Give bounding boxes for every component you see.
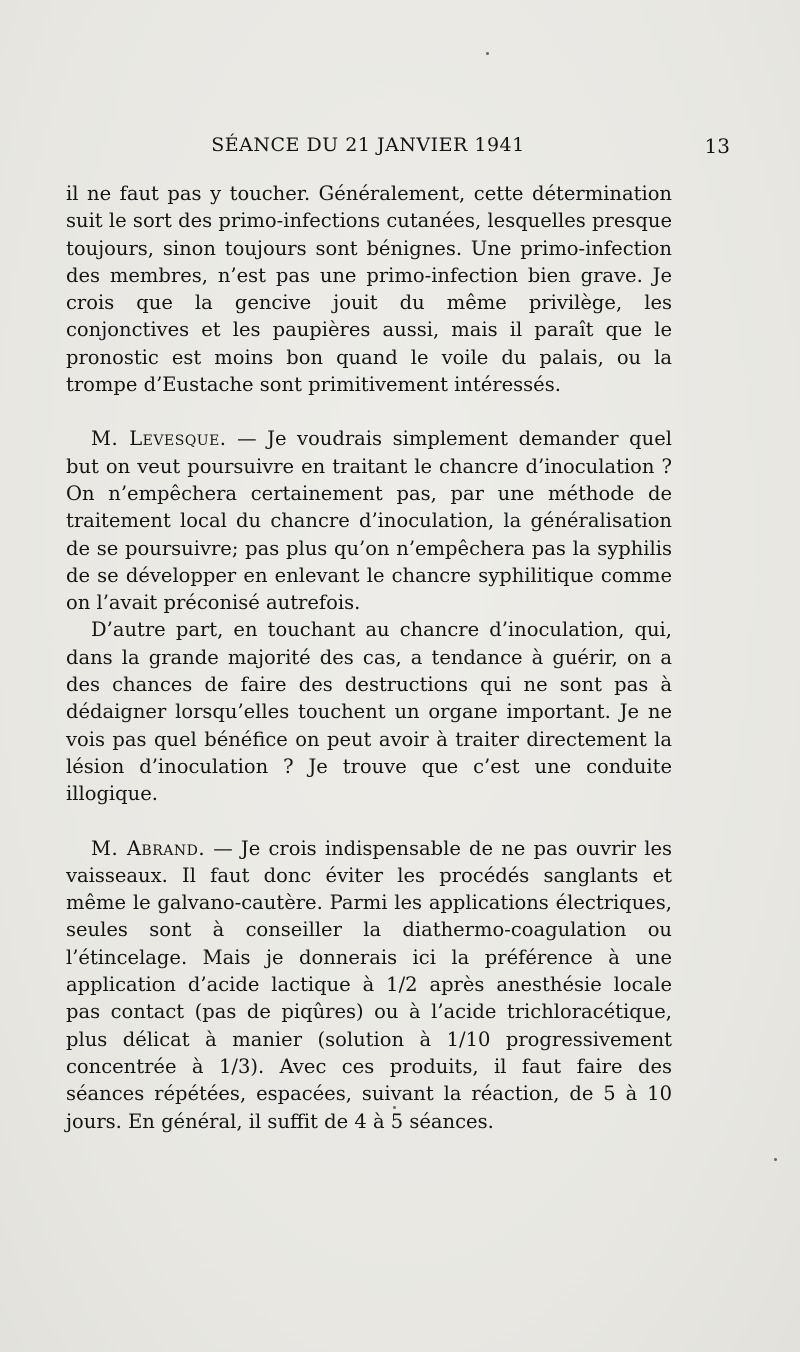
paragraph-abrand — [66, 835, 672, 1135]
paragraph-text: — Je voudrais simplement demander quel but on veut poursuivre en traitant le chancre d’inoculation ? On n’empêchera certainement pas, par une méthode de traitement local du chancre d’inoculation, la généralisation de se poursuivre; pas plus qu’on n’empêchera pas la syphilis de se développer en enlevant le chancre syphilitique comme on l’avait préconisé autrefois. — [66, 427, 672, 615]
running-title: SÉANCE DU 21 JANVIER 1941 — [211, 134, 525, 156]
paragraph-levesque-continued: D’autre part, en touchant au chancre d’inoculation, qui, dans la grande majorité des cas, a tendance à guérir, on a des chances de faire des destructions qui ne sont pas à dédaigner lorsqu’elles touchent un organe important. Je ne vois pas quel bénéfice on peut avoir à traiter directement la lésion d’inoculation ? Je trouve que c’est une conduite illogique. — [66, 618, 672, 806]
body-text — [66, 180, 672, 1135]
speaker-name: M. Abrand. — [91, 836, 206, 860]
paragraph-levesque — [66, 425, 672, 616]
paper-speck — [774, 1158, 777, 1161]
page-number: 13 — [704, 134, 730, 158]
paragraph-text: — Je crois indispensable de ne pas ouvrir les vaisseaux. Il faut donc éviter les procédés sanglants et même le galvano-cautère. Parmi les applications électriques, seules sont à conseiller la diathermo-coagulation ou l’étincelage. Mais je donnerais ici la préférence à une application d’acide lactique à 1/2 après anesthésie locale pas contact (pas de piqûres) ou à l’acide trichloracétique, plus délicat à manier (solution à 1/10 progressivement concentrée à 1/3). Avec ces produits, il faut faire des séances répétées, espacées, suivant la réaction, de 5 à 10 jours. En général, il suffit de 4 à 5 séances. — [66, 836, 672, 1133]
paper-speck — [393, 1106, 396, 1109]
speaker-name: M. Levesque. — [91, 427, 227, 451]
paper-speck — [486, 52, 489, 55]
paragraph-continuation: il ne faut pas y toucher. Généralement, cette détermination suit le sort des primo-infections cutanées, lesquelles presque toujours, sinon toujours sont bénignes. Une primo-infection des membres, n’est pas une primo-infection bien grave. Je crois que la gencive jouit du même privilège, les conjonctives et les paupières aussi, mais il paraît que le pronostic est moins bon quand le voile du palais, ou la trompe d’Eustache sont primitivement intéressés. — [66, 182, 672, 397]
running-head — [66, 134, 730, 162]
